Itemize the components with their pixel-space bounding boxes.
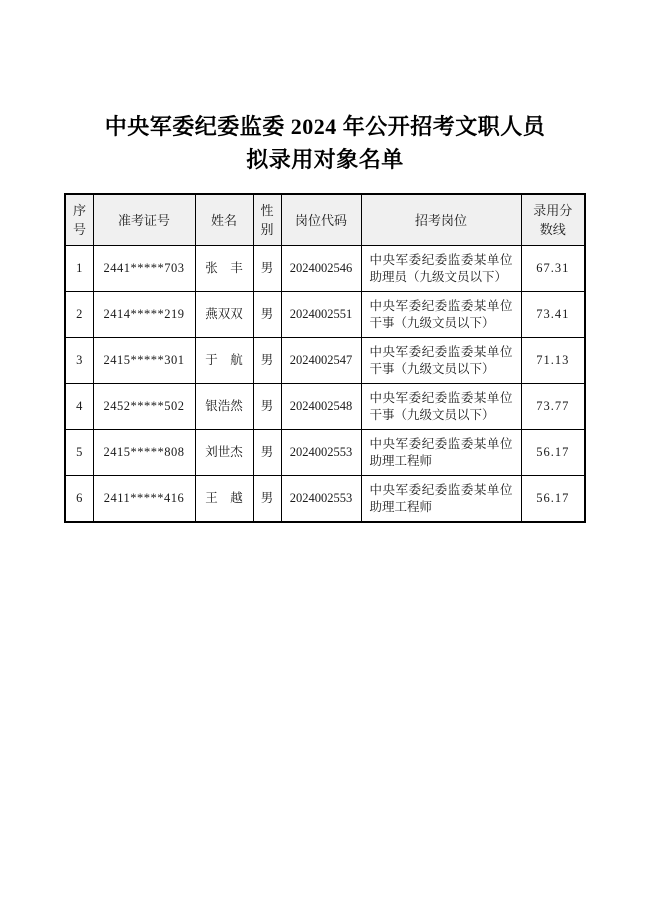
table-row: [65, 384, 585, 430]
cell-serial-number: 5: [65, 430, 93, 476]
cell-gender: 男: [253, 384, 281, 430]
header-name: 姓名: [195, 194, 253, 246]
cell-position-code: 2024002547: [281, 338, 361, 384]
cell-position-code: 2024002551: [281, 292, 361, 338]
candidates-table: [64, 193, 586, 523]
cell-name: 刘世杰: [195, 430, 253, 476]
cell-ticket-number: 2452*****502: [93, 384, 195, 430]
cell-recruit-position: 中央军委纪委监委某单位助理员（九级文员以下）: [361, 246, 521, 292]
cell-name: 燕双双: [195, 292, 253, 338]
cell-recruit-position: 中央军委纪委监委某单位干事（九级文员以下）: [361, 384, 521, 430]
cell-recruit-position: 中央军委纪委监委某单位干事（九级文员以下）: [361, 338, 521, 384]
header-serial-number: 序号: [65, 194, 93, 246]
cell-score-line: 71.13: [521, 338, 585, 384]
cell-score-line: 56.17: [521, 430, 585, 476]
header-gender: 性别: [253, 194, 281, 246]
page-title-line2: 拟录用对象名单: [246, 147, 404, 172]
cell-position-code: 2024002548: [281, 384, 361, 430]
table-row: [65, 430, 585, 476]
cell-position-code: 2024002553: [281, 476, 361, 523]
cell-name: 王 越: [195, 476, 253, 523]
header-position-code: 岗位代码: [281, 194, 361, 246]
cell-gender: 男: [253, 292, 281, 338]
cell-recruit-position: 中央军委纪委监委某单位助理工程师: [361, 476, 521, 523]
cell-score-line: 73.41: [521, 292, 585, 338]
cell-recruit-position: 中央军委纪委监委某单位助理工程师: [361, 430, 521, 476]
cell-serial-number: 4: [65, 384, 93, 430]
cell-gender: 男: [253, 338, 281, 384]
table-row: [65, 476, 585, 523]
cell-serial-number: 6: [65, 476, 93, 523]
header-ticket-number: 准考证号: [93, 194, 195, 246]
cell-serial-number: 1: [65, 246, 93, 292]
cell-gender: 男: [253, 246, 281, 292]
cell-ticket-number: 2441*****703: [93, 246, 195, 292]
table-header-row: [65, 194, 585, 246]
cell-gender: 男: [253, 430, 281, 476]
page-title: [0, 110, 650, 176]
cell-position-code: 2024002553: [281, 430, 361, 476]
cell-ticket-number: 2415*****808: [93, 430, 195, 476]
cell-serial-number: 3: [65, 338, 93, 384]
cell-ticket-number: 2415*****301: [93, 338, 195, 384]
header-recruit-position: 招考岗位: [361, 194, 521, 246]
cell-name: 张 丰: [195, 246, 253, 292]
table-row: [65, 338, 585, 384]
cell-recruit-position: 中央军委纪委监委某单位干事（九级文员以下）: [361, 292, 521, 338]
table-row: [65, 246, 585, 292]
header-score-line: 录用分数线: [521, 194, 585, 246]
cell-name: 于 航: [195, 338, 253, 384]
table-row: [65, 292, 585, 338]
page-title-line1: 中央军委纪委监委 2024 年公开招考文职人员: [104, 114, 546, 139]
cell-score-line: 67.31: [521, 246, 585, 292]
cell-gender: 男: [253, 476, 281, 523]
cell-serial-number: 2: [65, 292, 93, 338]
cell-score-line: 56.17: [521, 476, 585, 523]
cell-ticket-number: 2414*****219: [93, 292, 195, 338]
cell-position-code: 2024002546: [281, 246, 361, 292]
cell-name: 银浩然: [195, 384, 253, 430]
cell-score-line: 73.77: [521, 384, 585, 430]
cell-ticket-number: 2411*****416: [93, 476, 195, 523]
